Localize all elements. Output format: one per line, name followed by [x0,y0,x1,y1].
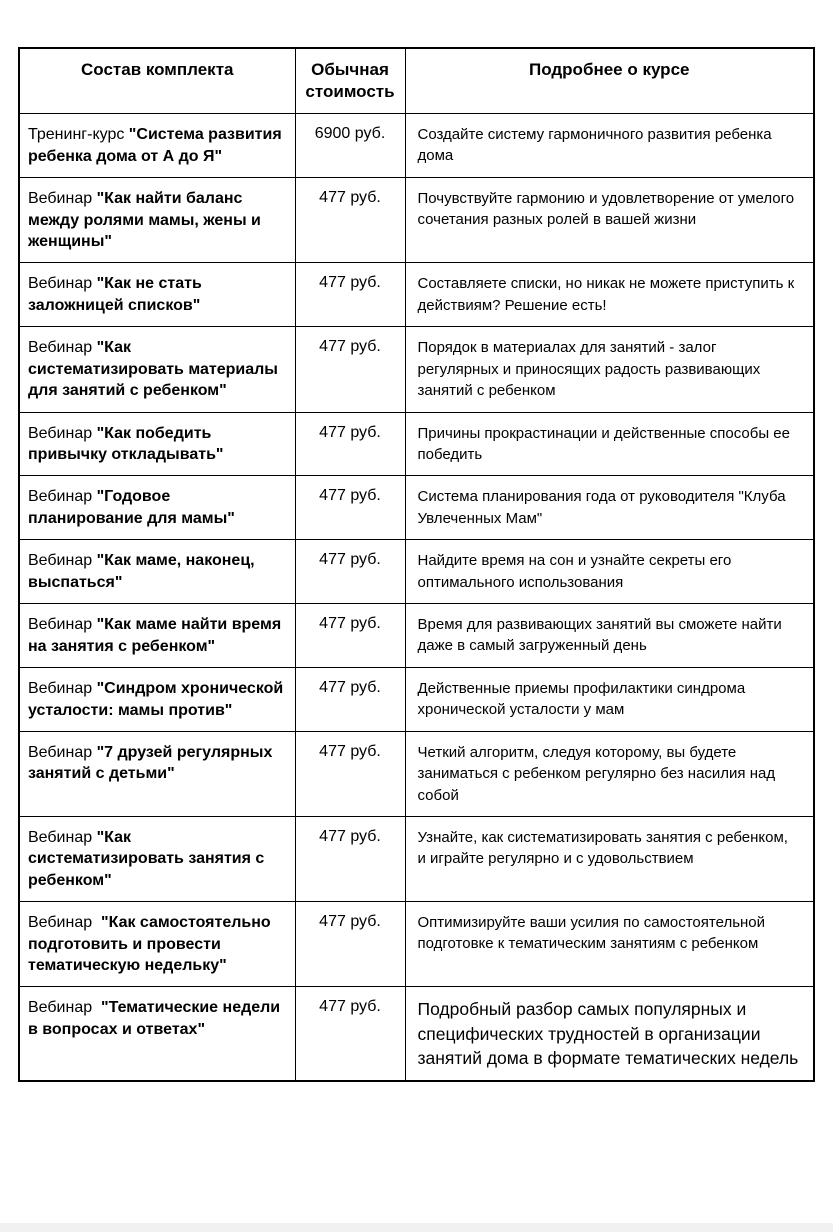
course-name: "Как не стать заложницей списков" [28,275,207,314]
bottom-strip [0,1223,833,1232]
course-price-cell: 6900 руб. [295,114,405,178]
course-type-label: Вебинар [28,743,97,761]
course-description-cell: Причины прокрастинации и действенные способы ее победить [405,412,814,476]
table-row [19,604,814,668]
course-title-cell [19,178,295,263]
course-type-label: Вебинар [28,190,97,208]
course-price-cell: 477 руб. [295,668,405,732]
course-name: "Годовое планирование для мамы" [28,488,235,527]
course-description-cell: Оптимизируйте ваши усилия по самостоятельной подготовке к тематическим занятиям с ребенком [405,902,814,987]
course-title-cell [19,412,295,476]
course-title-cell [19,114,295,178]
course-type-label: Вебинар [28,680,97,698]
course-title-cell [19,540,295,604]
course-type-label: Вебинар [28,488,97,506]
course-price-cell: 477 руб. [295,476,405,540]
course-type-label: Вебинар [28,552,97,570]
course-description-cell: Почувствуйте гармонию и удовлетворение от умелого сочетания разных ролей в вашей жизни [405,178,814,263]
course-title-cell [19,327,295,412]
course-price-cell: 477 руб. [295,604,405,668]
course-price-cell: 477 руб. [295,540,405,604]
course-name: "7 друзей регулярных занятий с детьми" [28,743,277,783]
table-row [19,902,814,987]
course-title-cell [19,476,295,540]
course-type-label: Вебинар [28,616,97,634]
course-name: "Как систематизировать материалы для занятий с ребенком" [28,339,283,400]
table-row [19,263,814,327]
course-price-cell: 477 руб. [295,412,405,476]
course-type-label: Вебинар [28,999,102,1017]
course-name: "Как маме, наконец, выспаться" [28,552,260,591]
course-type-label: Вебинар [28,339,97,357]
course-name: "Система развития ребенка дома от А до Я" [28,126,287,165]
course-bundle-table [18,47,815,1082]
course-title-cell [19,902,295,987]
course-type-label: Тренинг-курс [28,126,129,144]
course-description-cell: Узнайте, как систематизировать занятия с ребенком, и играйте регулярно и с удовольствием [405,816,814,901]
header-row [19,48,814,114]
course-title-cell [19,604,295,668]
table-row [19,412,814,476]
course-description-cell: Четкий алгоритм, следуя которому, вы будете заниматься с ребенком регулярно без насилия над собой [405,731,814,816]
course-price-cell: 477 руб. [295,816,405,901]
course-name: "Синдром хронической усталости: мамы против" [28,680,288,719]
table-row [19,476,814,540]
course-title-cell [19,263,295,327]
course-price-cell: 477 руб. [295,327,405,412]
table-row [19,731,814,816]
column-header-bundle-contents: Состав комплекта [19,48,295,114]
course-price-cell: 477 руб. [295,178,405,263]
course-description-cell: Система планирования года от руководителя "Клуба Увлеченных Мам" [405,476,814,540]
course-price-cell: 477 руб. [295,902,405,987]
course-title-cell [19,668,295,732]
course-title-cell [19,987,295,1081]
course-title-cell [19,816,295,901]
table-row [19,540,814,604]
course-description-cell: Составляете списки, но никак не можете приступить к действиям? Решение есть! [405,263,814,327]
column-header-course-details: Подробнее о курсе [405,48,814,114]
course-type-label: Вебинар [28,828,97,846]
course-type-label: Вебинар [28,275,97,293]
course-description-cell: Найдите время на сон и узнайте секреты его оптимального использования [405,540,814,604]
course-title-cell [19,731,295,816]
table-header [19,48,814,114]
course-name: "Как победить привычку откладывать" [28,424,224,463]
course-type-label: Вебинар [28,914,102,932]
course-name: "Как найти баланс между ролями мамы, жены и женщины" [28,190,266,250]
table-body [19,114,814,1081]
course-name: "Тематические недели в вопросах и ответах" [28,999,285,1038]
column-header-regular-price: Обычная стоимость [295,48,405,114]
table-row [19,327,814,412]
table-row [19,987,814,1081]
course-price-cell: 477 руб. [295,731,405,816]
table-row [19,668,814,732]
course-name: "Как самостоятельно подготовить и провести тематическую недельку" [28,914,276,975]
table-row [19,114,814,178]
course-description-cell: Время для развивающих занятий вы сможете найти даже в самый загруженный день [405,604,814,668]
table-row [19,178,814,263]
course-price-cell: 477 руб. [295,987,405,1081]
course-name: "Как маме найти время на занятия с ребенком" [28,616,286,655]
course-description-cell: Действенные приемы профилактики синдрома хронической усталости у мам [405,668,814,732]
course-description-cell: Подробный разбор самых популярных и специфических трудностей в организации занятий дома в формате тематических недель [405,987,814,1081]
course-name: "Как систематизировать занятия с ребенком" [28,828,269,889]
course-description-cell: Создайте систему гармоничного развития ребенка дома [405,114,814,178]
course-type-label: Вебинар [28,424,97,442]
course-description-cell: Порядок в материалах для занятий - залог регулярных и приносящих радость развивающих занятий с ребенком [405,327,814,412]
table-row [19,816,814,901]
course-price-cell: 477 руб. [295,263,405,327]
